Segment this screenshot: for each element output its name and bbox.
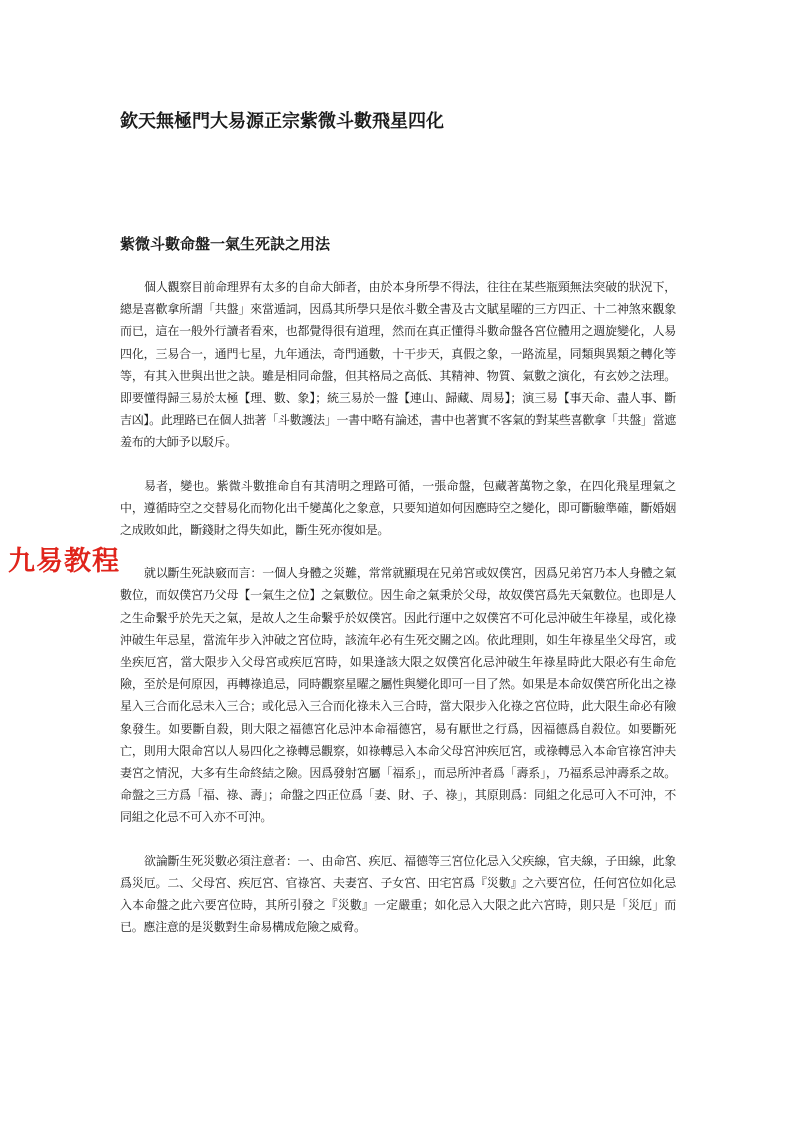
body-text: [120, 276, 676, 959]
paragraph-3: 就以斷生死訣竅而言：一個人身體之災難，常常就顯現在兄弟宮或奴僕宮，因爲兄弟宮乃本人身體之氣數位，而奴僕宮乃父母【一氣生之位】之氣數位。因生命之氣秉於父母，故奴僕宮爲先天氣數位。也即是人之生命繫乎於先天之氣，是故人之生命繫乎於奴僕宮。因此行運中之奴僕宮不可化忌沖破生年祿星，或化祿沖破生年忌星，當流年步入沖破之宮位時，該流年必有生死交關之凶。依此理則，如生年祿星坐父母宮，或坐疾厄宮，當大限步入父母宮或疾厄宮時，如果逢該大限之奴僕宮化忌沖破生年祿星時此大限必有生命危險，至於是何原因，再轉祿追忌，同時觀察星曜之屬性與變化即可一目了然。如果是本命奴僕宮所化出之祿星入三合而化忌未入三合；或化忌入三合而化祿未入三合時，當大限步入化祿之宮位時，此大限生命必有險象發生。如要斷自殺，則大限之福德宮化忌沖本命福德宮，易有厭世之行爲，因福德爲自殺位。如要斷死亡，則用大限命宮以人易四化之祿轉忌觀察，如祿轉忌入本命父母宮沖疾厄宮，或祿轉忌入本命官祿宮沖夫妻宮之情況，大多有生命終結之險。因爲發射宮屬「福系」，而忌所沖者爲「壽系」，乃福系忌沖壽系之故。命盤之三方爲「福、祿、壽」；命盤之四正位爲「妻、財、子、祿」，其原則爲：同組之化忌可入不可沖，不同組之化忌不可入亦不可沖。: [120, 566, 676, 825]
watermark-logo: 九易教程: [8, 546, 120, 577]
paragraph-2: 易者，變也。紫微斗數推命自有其清明之理路可循，一張命盤，包藏著萬物之象，在四化飛星理氣之中，遵循時空之交替易化而物化出千變萬化之象意，只要知道如何因應時空之變化，即可斷驗準確，斷婚姻之成敗如此，斷錢財之得失如此，斷生死亦復如是。: [120, 478, 676, 538]
paragraph-4: 欲論斷生死災數必須注意者：一、由命宮、疾厄、福德等三宮位化忌入父疾線，官夫線，子田線，此象爲災厄。二、父母宮、疾厄宮、官祿宮、夫妻宮、子女宮、田宅宮爲『災數』之六要宮位，任何宮位如化忌入本命盤之此六要宮位時，其所引發之『災數』一定嚴重；如化忌入大限之此六宮時，則只是「災厄」而已。應注意的是災數對生命易構成危險之威脅。: [120, 853, 676, 935]
document-title: 欽天無極門大易源正宗紫微斗數飛星四化: [120, 111, 444, 132]
section-heading: 紫微斗數命盤一氣生死訣之用法: [120, 235, 331, 253]
paragraph-1: 個人觀察目前命理界有太多的自命大師者，由於本身所學不得法，往往在某些瓶頸無法突破的狀況下，總是喜歡拿所謂「共盤」來當遁詞，因爲其所學只是依斗數全書及古文賦星曜的三方四正、十二神煞來觀象而已，這在一般外行讀者看來，也都覺得很有道理，然而在真正懂得斗數命盤各宮位體用之週旋變化，人易四化，三易合一，通門七星，九年通法，奇門通數，十干步天，真假之象，一路流星，同類與異類之轉化等等，有其入世與出世之訣。雖是相同命盤，但其格局之高低、其精神、物質、氣數之演化，有玄妙之法理。即要懂得歸三易於太極【理、數、象】；統三易於一盤【連山、歸藏、周易】；演三易【事天命、盡人事、斷吉凶】。此理路已在個人拙著「斗數護法」一書中略有論述，書中也著實不客氣的對某些喜歡拿「共盤」當遮羞布的大師予以駁斥。: [120, 280, 676, 450]
